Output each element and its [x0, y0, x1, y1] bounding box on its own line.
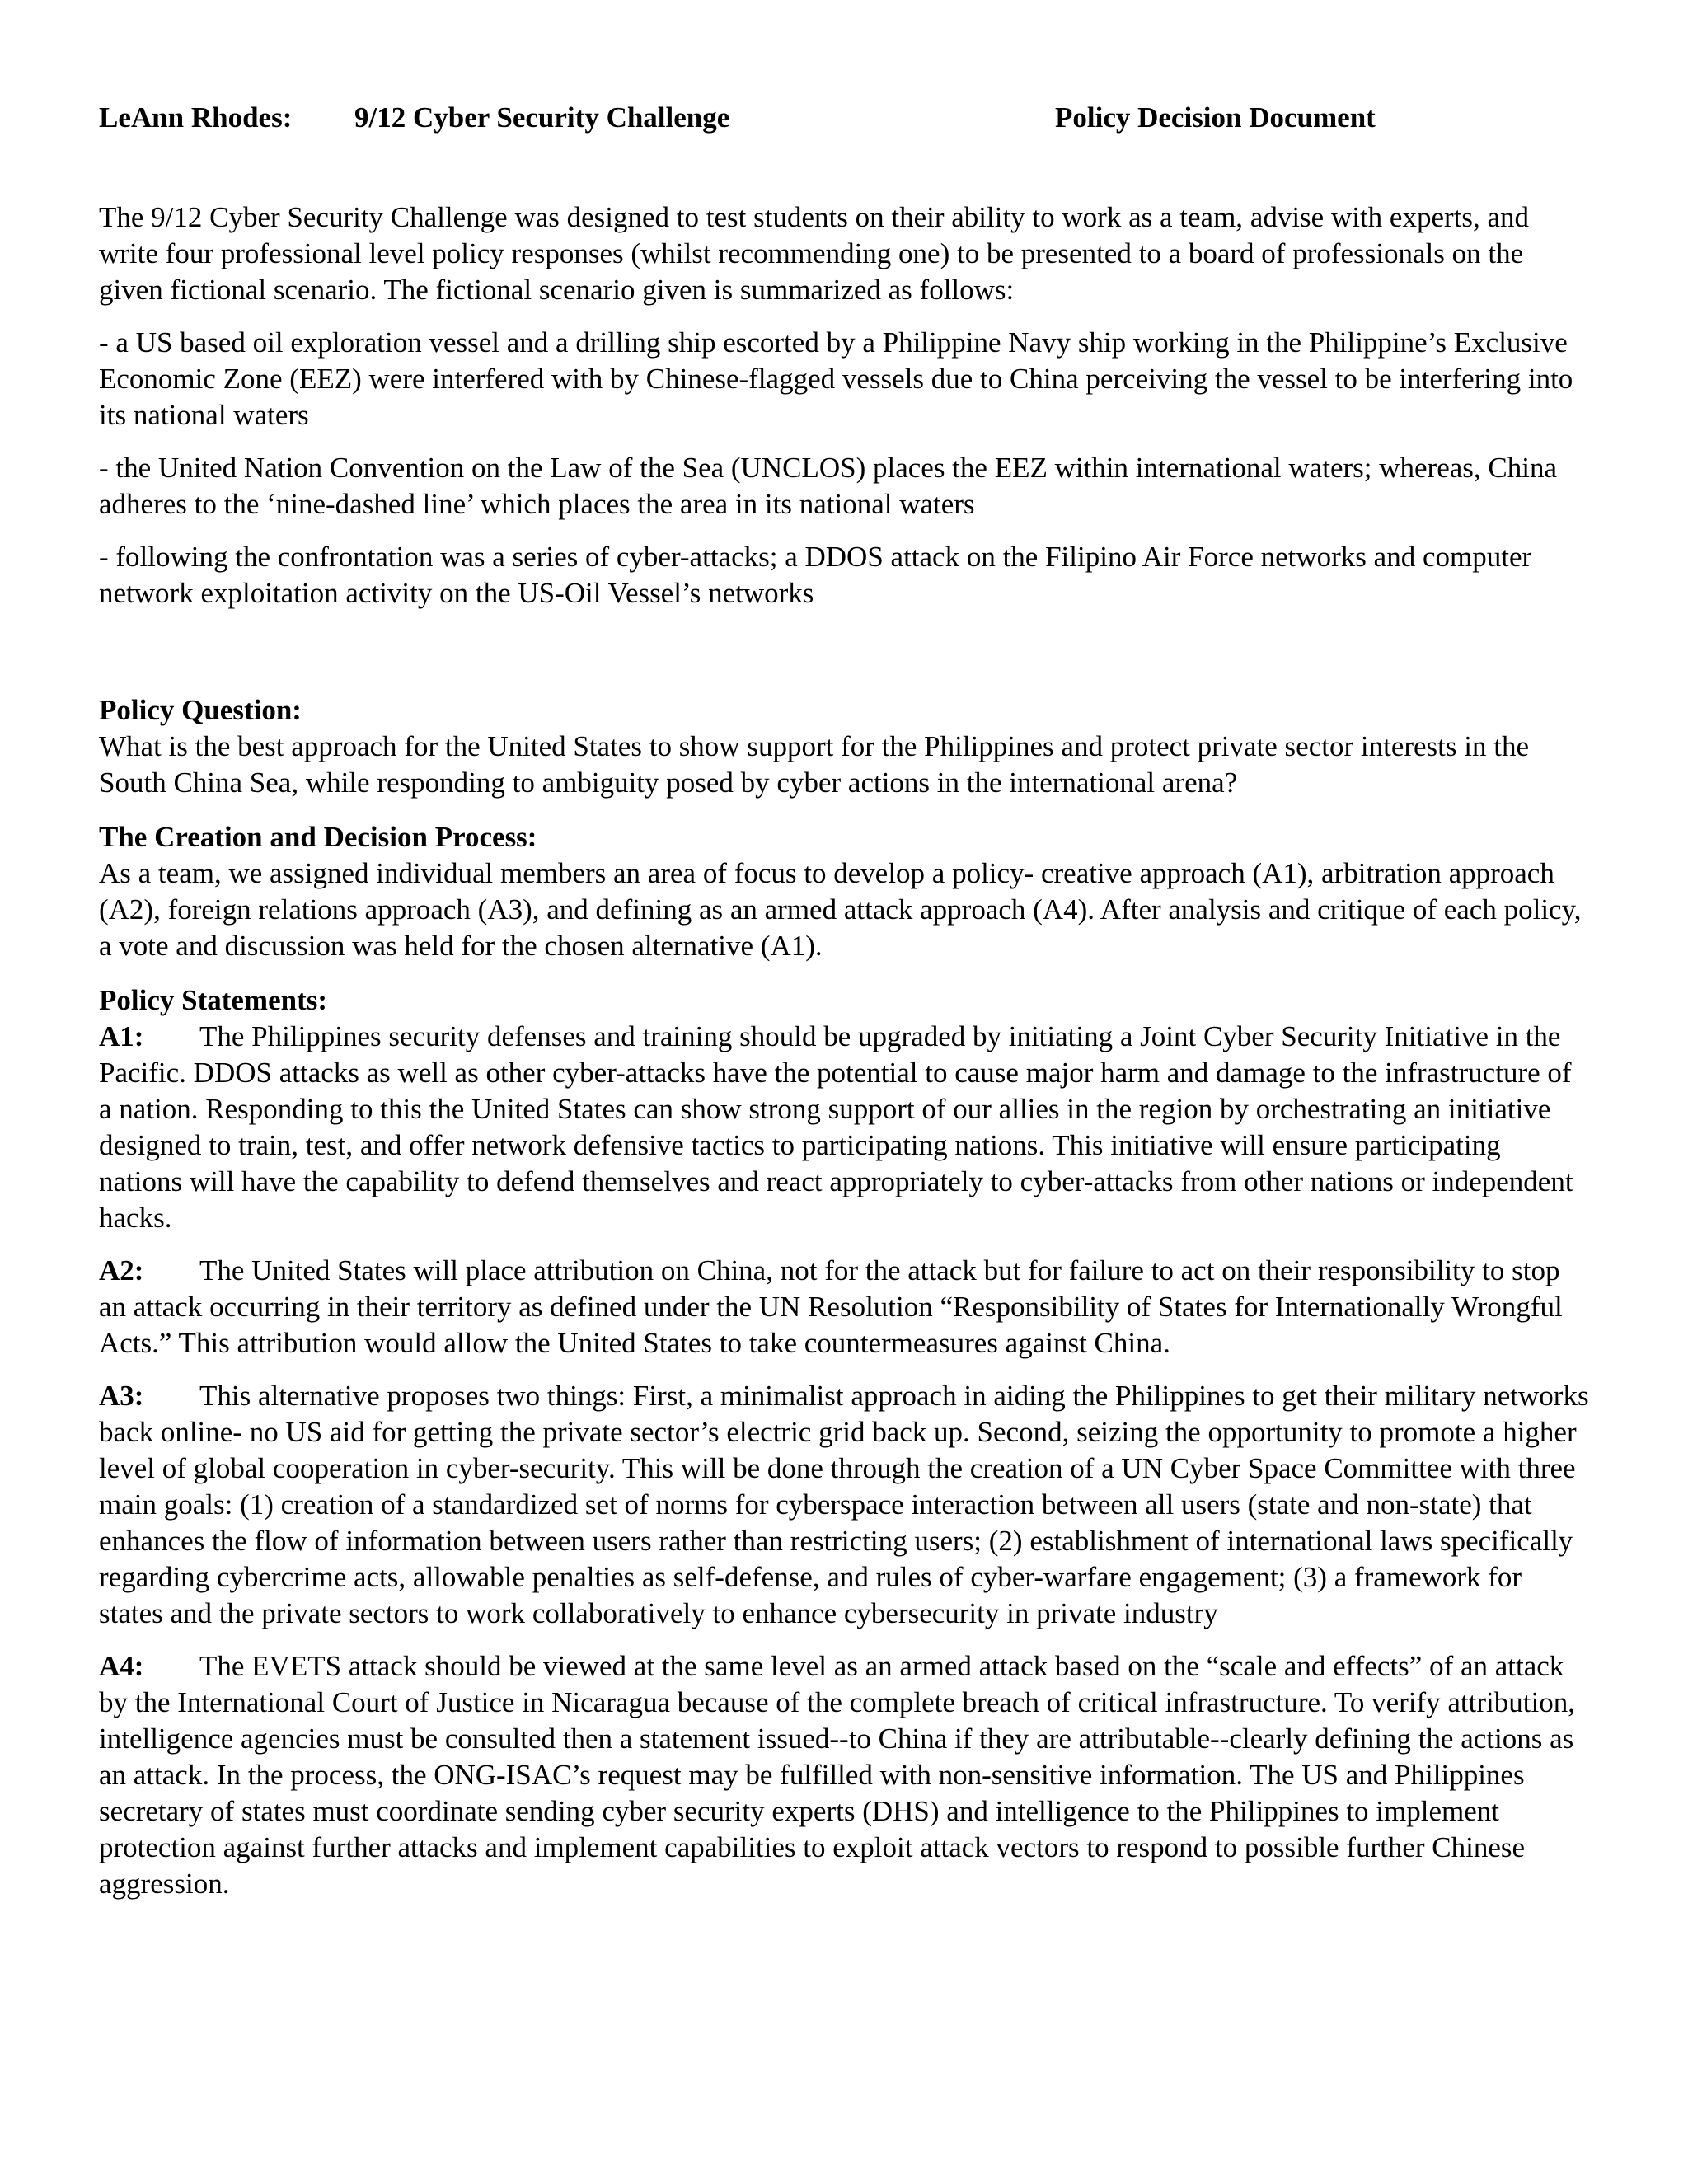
alternative-text: The EVETS attack should be viewed at the same level as an armed attack based on the “scale and effects” of an attack by the International Court of Justice in Nicaragua because of the complete breach of critical infrastructure. To verify attribution, intelligence agencies must be consulted then a statement issued--to China if they are attributable--clearly defining the actions as an attack. In the process, the ONG-ISAC’s request may be fulfilled with non-sensitive information. The US and Philippines secretary of states must coordinate sending cyber security experts (DHS) and intelligence to the Philippines to implement protection against further attacks and implement capabilities to exploit attack vectors to respond to possible further Chinese aggression.	[99, 1650, 1575, 1900]
alternative-label: A4:	[99, 1650, 144, 1682]
event-title: 9/12 Cyber Security Challenge	[354, 101, 730, 134]
process-text: As a team, we assigned individual members an area of focus to develop a policy- creative approach (A1), arbitration approach (A2), foreign relations approach (A3), and defining as an armed attack approach (A4). After analysis and critique of each policy, a vote and discussion was held for the chosen alternative (A1).	[99, 857, 1582, 962]
alternative-a4	[99, 1648, 1591, 1902]
alternative-a3	[99, 1378, 1591, 1632]
scenario-item-1: - a US based oil exploration vessel and a drilling ship escorted by a Philippine Navy ship working in the Philippine’s Exclusive Economic Zone (EEZ) were interfered with by Chinese-flagged vessels due to China perceiving the vessel to be interfering into its national waters	[99, 326, 1573, 431]
alternative-text: This alternative proposes two things: First, a minimalist approach in aiding the Philippines to get their military networks back online- no US aid for getting the private sector’s electric grid back up. Second, seizing the opportunity to promote a higher level of global cooperation in cyber-security. This will be done through the creation of a UN Cyber Space Committee with three main goals: (1) creation of a standardized set of norms for cyberspace interaction between all users (state and non-state) that enhances the flow of information between users rather than restricting users; (2) establishment of international laws specifically regarding cybercrime acts, allowable penalties as self-defense, and rules of cyber-warfare engagement; (3) a framework for states and the private sectors to work collaboratively to enhance cybersecurity in private industry	[99, 1380, 1589, 1629]
policy-statements-heading: Policy Statements:	[99, 984, 328, 1016]
policy-question-heading: Policy Question:	[99, 694, 302, 726]
scenario-item-3: - following the confrontation was a series of cyber-attacks; a DDOS attack on the Filipino Air Force networks and computer network exploitation activity on the US-Oil Vessel’s networks	[99, 541, 1532, 609]
document-page	[99, 97, 1591, 1902]
alternative-text: The Philippines security defenses and training should be upgraded by initiating a Joint Cyber Security Initiative in the Pacific. DDOS attacks as well as other cyber-attacks have the potential to cause major harm and damage to the infrastructure of a nation. Responding to this the United States can show strong support of our allies in the region by orchestrating an initiative designed to train, test, and offer network defensive tactics to participating nations. This initiative will ensure participating nations will have the capability to defend themselves and react appropriately to cyber-attacks from other nations or independent hacks.	[99, 1020, 1573, 1234]
author-name: LeAnn Rhodes:	[99, 101, 293, 134]
policy-question-text: What is the best approach for the United States to show support for the Philippines and protect private sector interests in the South China Sea, while responding to ambiguity posed by cyber actions in the international arena?	[99, 730, 1529, 799]
alternative-a1	[99, 1019, 1591, 1236]
alternative-label: A2:	[99, 1254, 144, 1286]
intro-paragraph: The 9/12 Cyber Security Challenge was designed to test students on their ability to work as a team, advise with experts, and write four professional level policy responses (whilst recommending one) to be presented to a board of professionals on the given fictional scenario. The fictional scenario given is summarized as follows:	[99, 201, 1530, 306]
scenario-item-2: - the United Nation Convention on the Law of the Sea (UNCLOS) places the EEZ within international waters; whereas, China adheres to the ‘nine-dashed line’ which places the area in its national waters	[99, 452, 1557, 520]
alternative-label: A3:	[99, 1380, 144, 1412]
document-header	[99, 97, 1591, 138]
alternative-text: The United States will place attribution on China, not for the attack but for failure to act on their responsibility to stop an attack occurring in their territory as defined under the UN Resolution “Responsibility of States for Internationally Wrongful Acts.” This attribution would allow the United States to take countermeasures against China.	[99, 1254, 1563, 1359]
alternative-a2	[99, 1253, 1591, 1361]
process-heading: The Creation and Decision Process:	[99, 821, 537, 853]
alternative-label: A1:	[99, 1020, 144, 1052]
document-type: Policy Decision Document	[1055, 101, 1376, 134]
